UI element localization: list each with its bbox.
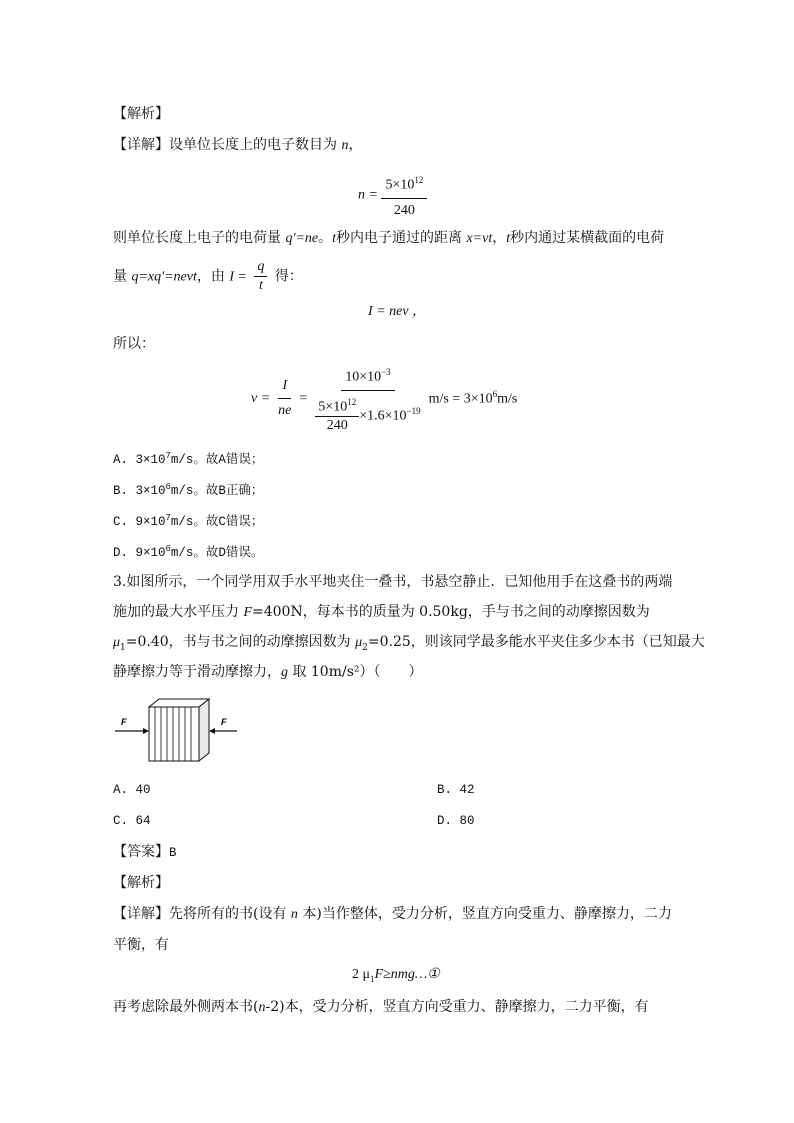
detail-paragraph-3: 再考虑除最外侧两本书(n-2)本，受力分析，竖直方向受重力、静摩擦力，二力平衡，有 xyxy=(113,999,649,1015)
equation-n: n = $\frac{5\times 10^{12}}{240}$ xyxy=(358,170,427,221)
paragraph-current-def: 量 q=xq'=nevt，由 I = $\frac{q}{t}$ 得： xyxy=(113,259,303,293)
detail-paragraph-1: 【详解】设单位长度上的电子数目为 n， xyxy=(113,137,363,153)
equation-1: 2 $\mu_1F\ge nmg\dots ①$ xyxy=(352,967,440,984)
q3-line-3: $\mu_1=0.40$，书与书之间的动摩擦因数为 $\mu_2=0.25$，则该同学最多能水平夹住多少本书（已知最大 xyxy=(113,634,705,653)
answer-line: 【答案】B xyxy=(113,844,177,860)
option-d: D. $9\times 10^6m/s$。故D错误。 xyxy=(113,544,264,561)
choice-b: B. 42 xyxy=(437,783,475,797)
detail-paragraph-2: 【详解】先将所有的书(设有 n 本)当作整体，受力分析，竖直方向受重力、静摩擦力，二力 xyxy=(113,906,672,922)
option-c: C. $9\times 10^7m/s$。故C错误； xyxy=(113,513,264,530)
detail-paragraph-2-cont: 平衡，有 xyxy=(113,937,169,953)
choice-c: C. 64 xyxy=(113,814,151,828)
equation-current: I = nev ， xyxy=(368,304,427,319)
option-a: A. $3\times 10^7m/s$。故A错误； xyxy=(113,451,264,468)
left-force-label: F xyxy=(121,717,127,727)
paragraph-charge-per-length: 则单位长度上电子的电荷量 q'=ne。t秒内电子通过的距离 x=vt，t秒内通过某横截面的电荷 xyxy=(113,230,665,246)
q3-line-1: 3.如图所示，一个同学用双手水平地夹住一叠书，书悬空静止．已知他用手在这叠书的两端 xyxy=(113,574,673,590)
so-label: 所以： xyxy=(113,336,155,352)
choice-d: D. 80 xyxy=(437,814,475,828)
choice-a: A. 40 xyxy=(113,783,151,797)
analysis-heading-2: 【解析】 xyxy=(113,875,169,891)
equation-velocity: v = $\frac{I}{ne}$ = $10\times 10^{-3}$ $\frac{5\times 10^{12}}{240}$ $\times 1.6\times 10^{-19}$ $m/s = 3\times 10^6m/s$ xyxy=(251,362,517,435)
option-b: B. $3\times 10^6m/s$。故B正确； xyxy=(113,482,264,499)
right-force-label: F xyxy=(221,717,227,727)
q3-line-4: 静摩擦力等于滑动摩擦力，g 取 10m/s²）（ ） xyxy=(113,664,423,680)
book-stack-figure xyxy=(113,695,243,765)
analysis-heading-1: 【解析】 xyxy=(113,106,169,122)
q3-line-2: 施加的最大水平压力 F=400N，每本书的质量为 0.50kg，手与书之间的动摩擦因数为 xyxy=(113,604,650,620)
